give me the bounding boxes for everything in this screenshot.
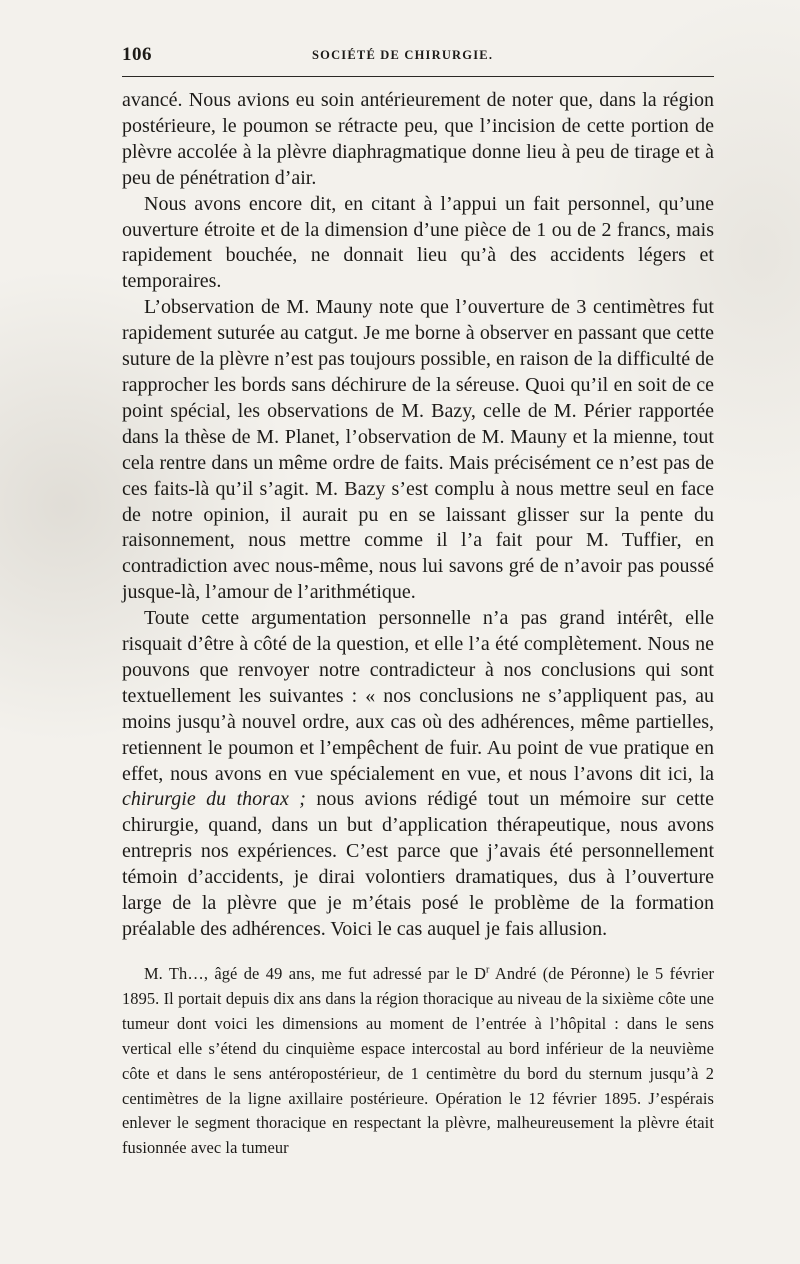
journal-title: SOCIÉTÉ DE CHIRURGIE. [312,48,494,62]
observation-text-start: M. Th…, âgé de 49 ans, me fut adressé par le D [144,964,487,983]
observation-paragraph [122,962,714,1161]
paragraph-2: Nous avons encore dit, en citant à l’appui un fait personnel, qu’une ouverture étroite et de la dimension d’une pièce de 1 ou de 2 francs, mais rapidement bouchée, ne donnait lieu qu’à des accidents légers et temporaires. [122,192,714,293]
paragraph-4 [122,606,714,943]
header-rule [122,76,714,77]
paragraph-3: L’observation de M. Mauny note que l’ouverture de 3 centimètres fut rapidement suturée au catgut. Je me borne à observer en passant que cette suture de la plèvre n’est pas toujours possible, en raison de la difficulté de rapprocher les bords sans déchirure de la séreuse. Quoi qu’il en soit de ce point spécial, les observations de M. Bazy, celle de M. Périer rapportée dans la thèse de M. Planet, l’observation de M. Mauny et la mienne, tout cela rentre dans un même ordre de faits. Mais précisément ce n’est pas de ces faits-là qu’il s’agit. M. Bazy s’est complu à nous mettre seul en face de notre opinion, il aurait pu en se laissant glisser sur la pente du raisonnement, nous mettre comme il l’a fait pour M. Tuffier, en contradiction avec nous-même, nous lui savons gré de n’avoir pas poussé jusque-là, l’amour de l’arithmétique. [122,296,714,604]
observation-text-end: André (de Péronne) le 5 février 1895. Il portait depuis dix ans dans la région thoracique au niveau de la sixième côte une tumeur dont voici les dimensions au moment de l’entrée à l’hôpital : dans le sens vertical elle s’étend du cinquième espace intercostal au bord inférieur de la neuvième côte et dans le sens antéropostérieur, de 1 centimètre du bord du sternum jusqu’à 2 centimètres de la ligne axillaire postérieure. Opération le 12 février 1895. J’espérais enlever le segment thoracique en respectant la plèvre, malheureusement la plèvre était fusionnée avec la tumeur [122,964,715,1158]
italic-phrase: chirurgie du thorax ; [122,788,306,811]
paragraph-4-text-end: nous avions rédigé tout un mémoire sur cette chirurgie, quand, dans un but d’application thérapeutique, nous avons entrepris nos expériences. C’est parce que j’avais été personnellement témoin d’accidents, je dirai volontiers dramatiques, dus à l’ouverture large de la plèvre que je m’étais posé le problème de la formation préalable des adhérences. Voici le cas auquel je fais allusion. [122,788,714,940]
case-observation [122,962,714,1161]
doctor-superscript: r [486,964,490,976]
main-text [122,88,714,943]
paragraph-4-text-start: Toute cette argumentation personnelle n’a pas grand intérêt, elle risquait d’être à côté de la question, et elle l’a été complètement. Nous ne pouvons que renvoyer notre contradicteur à nos conclusions qui sont textuellement les suivantes : « nos conclusions ne s’appliquent pas, au moins jusqu’à nouvel ordre, aux cas où des adhérences, même partielles, retiennent le poumon et l’empêchent de fuir. Au point de vue pratique en effet, nous avons en vue spécialement en vue, et nous l’avons dit ici, la [122,607,714,785]
running-header [122,44,712,72]
page-number: 106 [122,44,152,65]
paragraph-1: avancé. Nous avions eu soin antérieurement de noter que, dans la région postérieure, le poumon se rétracte peu, que l’incision de cette portion de plèvre accolée à la plèvre diaphragmatique donne lieu à peu de tirage et à peu de pénétration d’air. [122,89,714,189]
